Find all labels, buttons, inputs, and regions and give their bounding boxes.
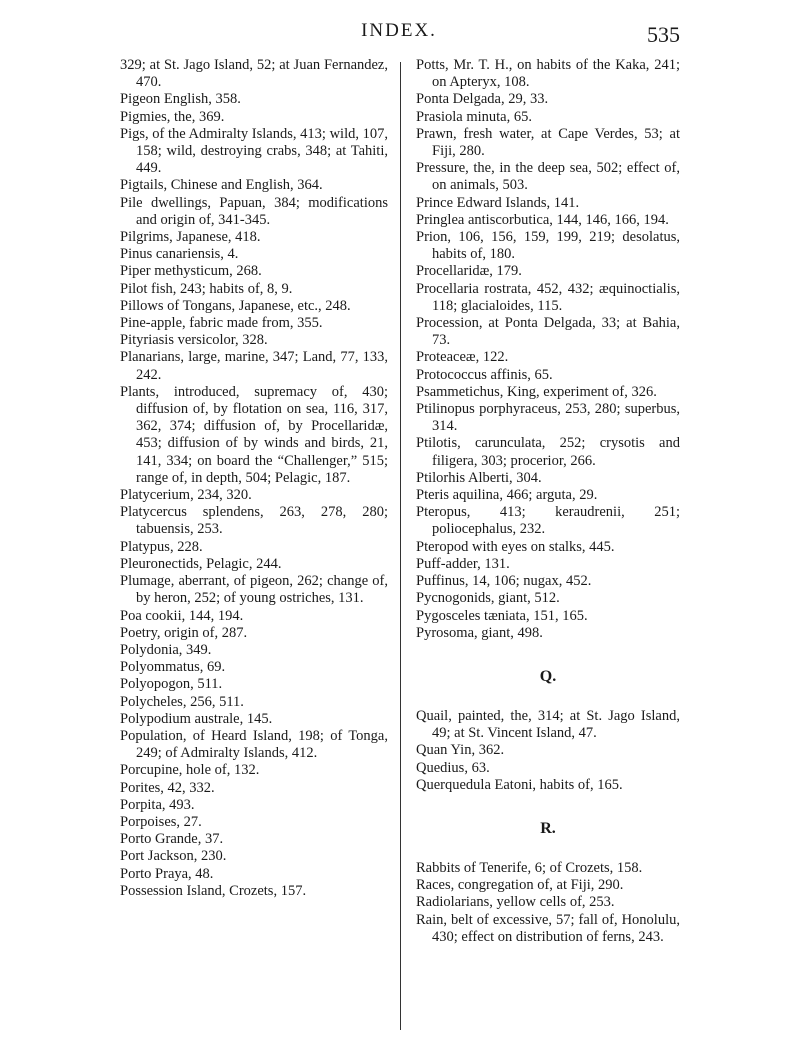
index-entry: Pringlea antiscorbutica, 144, 146, 166, 194. <box>416 211 669 228</box>
index-entry: Procellaria rostrata, 452, 432; æquinoctialis, 118; glacialoides, 115. <box>416 280 680 314</box>
index-column-left <box>120 57 388 900</box>
index-entry: Pteropus, 413; keraudrenii, 251; poliocephalus, 232. <box>416 504 680 538</box>
index-entry: Quedius, 63. <box>416 759 490 776</box>
index-entry: Porpoises, 27. <box>120 813 202 830</box>
index-entry: Pilot fish, 243; habits of, 8, 9. <box>120 280 293 297</box>
index-entry: Potts, Mr. T. H., on habits of the Kaka, 241; on Apteryx, 108. <box>416 57 680 91</box>
index-entry: Ptilinopus porphyraceus, 253, 280; superbus, 314. <box>416 401 680 435</box>
index-entry: Platypus, 228. <box>120 538 203 555</box>
index-entry: Poetry, origin of, 287. <box>120 624 248 641</box>
index-entry: Porto Praya, 48. <box>120 865 214 882</box>
index-entry: Piper methysticum, 268. <box>120 263 262 280</box>
index-entry: Port Jackson, 230. <box>120 848 227 865</box>
index-entry: Porites, 42, 332. <box>120 779 215 796</box>
index-entry: Population, of Heard Island, 198; of Tonga, 249; of Admiralty Islands, 412. <box>120 727 388 762</box>
index-entry: Pigtails, Chinese and English, 364. <box>120 177 323 194</box>
index-entry: Plumage, aberrant, of pigeon, 262; change of, by heron, 252; of young ostriches, 131. <box>120 573 388 607</box>
section-heading-r: R. <box>540 819 556 837</box>
index-entry: Pygosceles tæniata, 151, 165. <box>416 607 588 624</box>
index-entry: Rain, belt of excessive, 57; fall of, Honolulu, 430; effect on distribution of ferns, 243. <box>416 911 680 945</box>
index-entry: Pillows of Tongans, Japanese, etc., 248. <box>120 297 351 314</box>
index-entry: Ponta Delgada, 29, 33. <box>416 91 549 108</box>
index-entry: Prawn, fresh water, at Cape Verdes, 53; at Fiji, 280. <box>416 125 680 160</box>
index-entry: Rabbits of Tenerife, 6; of Crozets, 158. <box>416 859 643 876</box>
page-title: INDEX. <box>361 20 437 41</box>
index-entry: Pile dwellings, Papuan, 384; modifications and origin of, 341-345. <box>120 194 388 228</box>
index-entry: Pilgrims, Japanese, 418. <box>120 229 261 246</box>
index-entry: Pityriasis versicolor, 328. <box>120 332 268 349</box>
index-entry: Pine-apple, fabric made from, 355. <box>120 315 323 332</box>
index-entry: Porcupine, hole of, 132. <box>120 762 260 779</box>
index-entry: Possession Island, Crozets, 157. <box>120 882 307 899</box>
index-entry: Quan Yin, 362. <box>416 742 505 759</box>
page-number: 535 <box>647 22 680 47</box>
index-entry: 329; at St. Jago Island, 52; at Juan Fernandez, 470. <box>120 57 388 91</box>
index-entry: Procellaridæ, 179. <box>416 263 522 280</box>
index-entry: Protococcus affinis, 65. <box>416 366 553 383</box>
index-entry: Pinus canariensis, 4. <box>120 246 239 263</box>
section-heading-q: Q. <box>539 667 557 685</box>
index-entry: Polyopogon, 511. <box>120 676 223 693</box>
index-entry: Radiolarians, yellow cells of, 253. <box>416 894 615 911</box>
index-entry: Races, congregation of, at Fiji, 290. <box>416 877 624 894</box>
index-entry: Platycercus splendens, 263, 278, 280; tabuensis, 253. <box>120 504 388 538</box>
index-entry: Psammetichus, King, experiment of, 326. <box>416 383 657 400</box>
index-entry: Querquedula Eatoni, habits of, 165. <box>416 776 623 793</box>
column-divider <box>400 62 401 1030</box>
index-entry: Prion, 106, 156, 159, 199, 219; desolatus, habits of, 180. <box>416 229 680 263</box>
index-entry: Platycerium, 234, 320. <box>120 487 252 504</box>
index-entry: Pycnogonids, giant, 512. <box>416 590 560 607</box>
index-entry: Pleuronectids, Pelagic, 244. <box>120 555 282 572</box>
index-entry: Pigmies, the, 369. <box>120 108 225 125</box>
index-entry: Pigs, of the Admiralty Islands, 413; wild, 107, 158; wild, destroying crabs, 348; at Tahiti, 449. <box>120 125 388 177</box>
index-entry: Porpita, 493. <box>120 796 195 813</box>
index-entry: Porto Grande, 37. <box>120 831 224 848</box>
index-entry: Ptilorhis Alberti, 304. <box>416 469 542 486</box>
index-entry: Pressure, the, in the deep sea, 502; effect of, on animals, 503. <box>416 160 680 194</box>
index-entry: Plants, introduced, supremacy of, 430; diffusion of, by flotation on sea, 116, 317, 362, 374; diffusion of, by Procellaridæ, 453; diffusion of by winds and birds, 21, 141, 334; on board the “Challenger,” 515; range of, in depth, 504; Pelagic, 187. <box>120 383 388 486</box>
index-entry: Puff-adder, 131. <box>416 555 510 572</box>
index-entry: Prince Edward Islands, 141. <box>416 194 580 211</box>
index-entry: Quail, painted, the, 314; at St. Jago Island, 49; at St. Vincent Island, 47. <box>416 707 680 742</box>
index-entry: Prasiola minuta, 65. <box>416 108 532 125</box>
index-entry: Polydonia, 349. <box>120 641 212 658</box>
index-entry: Pigeon English, 358. <box>120 91 241 108</box>
index-entry: Ptilotis, carunculata, 252; crysotis and filigera, 303; procerior, 266. <box>416 435 680 469</box>
index-entry: Polycheles, 256, 511. <box>120 693 244 710</box>
index-entry: Polypodium australe, 145. <box>120 710 273 727</box>
index-entry: Pyrosoma, giant, 498. <box>416 624 543 641</box>
index-entry: Pteris aquilina, 466; arguta, 29. <box>416 487 598 504</box>
index-column-right <box>416 57 680 946</box>
index-entry: Planarians, large, marine, 347; Land, 77, 133, 242. <box>120 349 388 383</box>
index-entry: Polyommatus, 69. <box>120 659 226 676</box>
index-entry: Proteaceæ, 122. <box>416 349 509 366</box>
index-entry: Poa cookii, 144, 194. <box>120 607 244 624</box>
index-entry: Puffinus, 14, 106; nugax, 452. <box>416 573 592 590</box>
index-entry: Procession, at Ponta Delgada, 33; at Bahia, 73. <box>416 315 680 349</box>
index-entry: Pteropod with eyes on stalks, 445. <box>416 538 615 555</box>
running-head <box>118 20 680 50</box>
